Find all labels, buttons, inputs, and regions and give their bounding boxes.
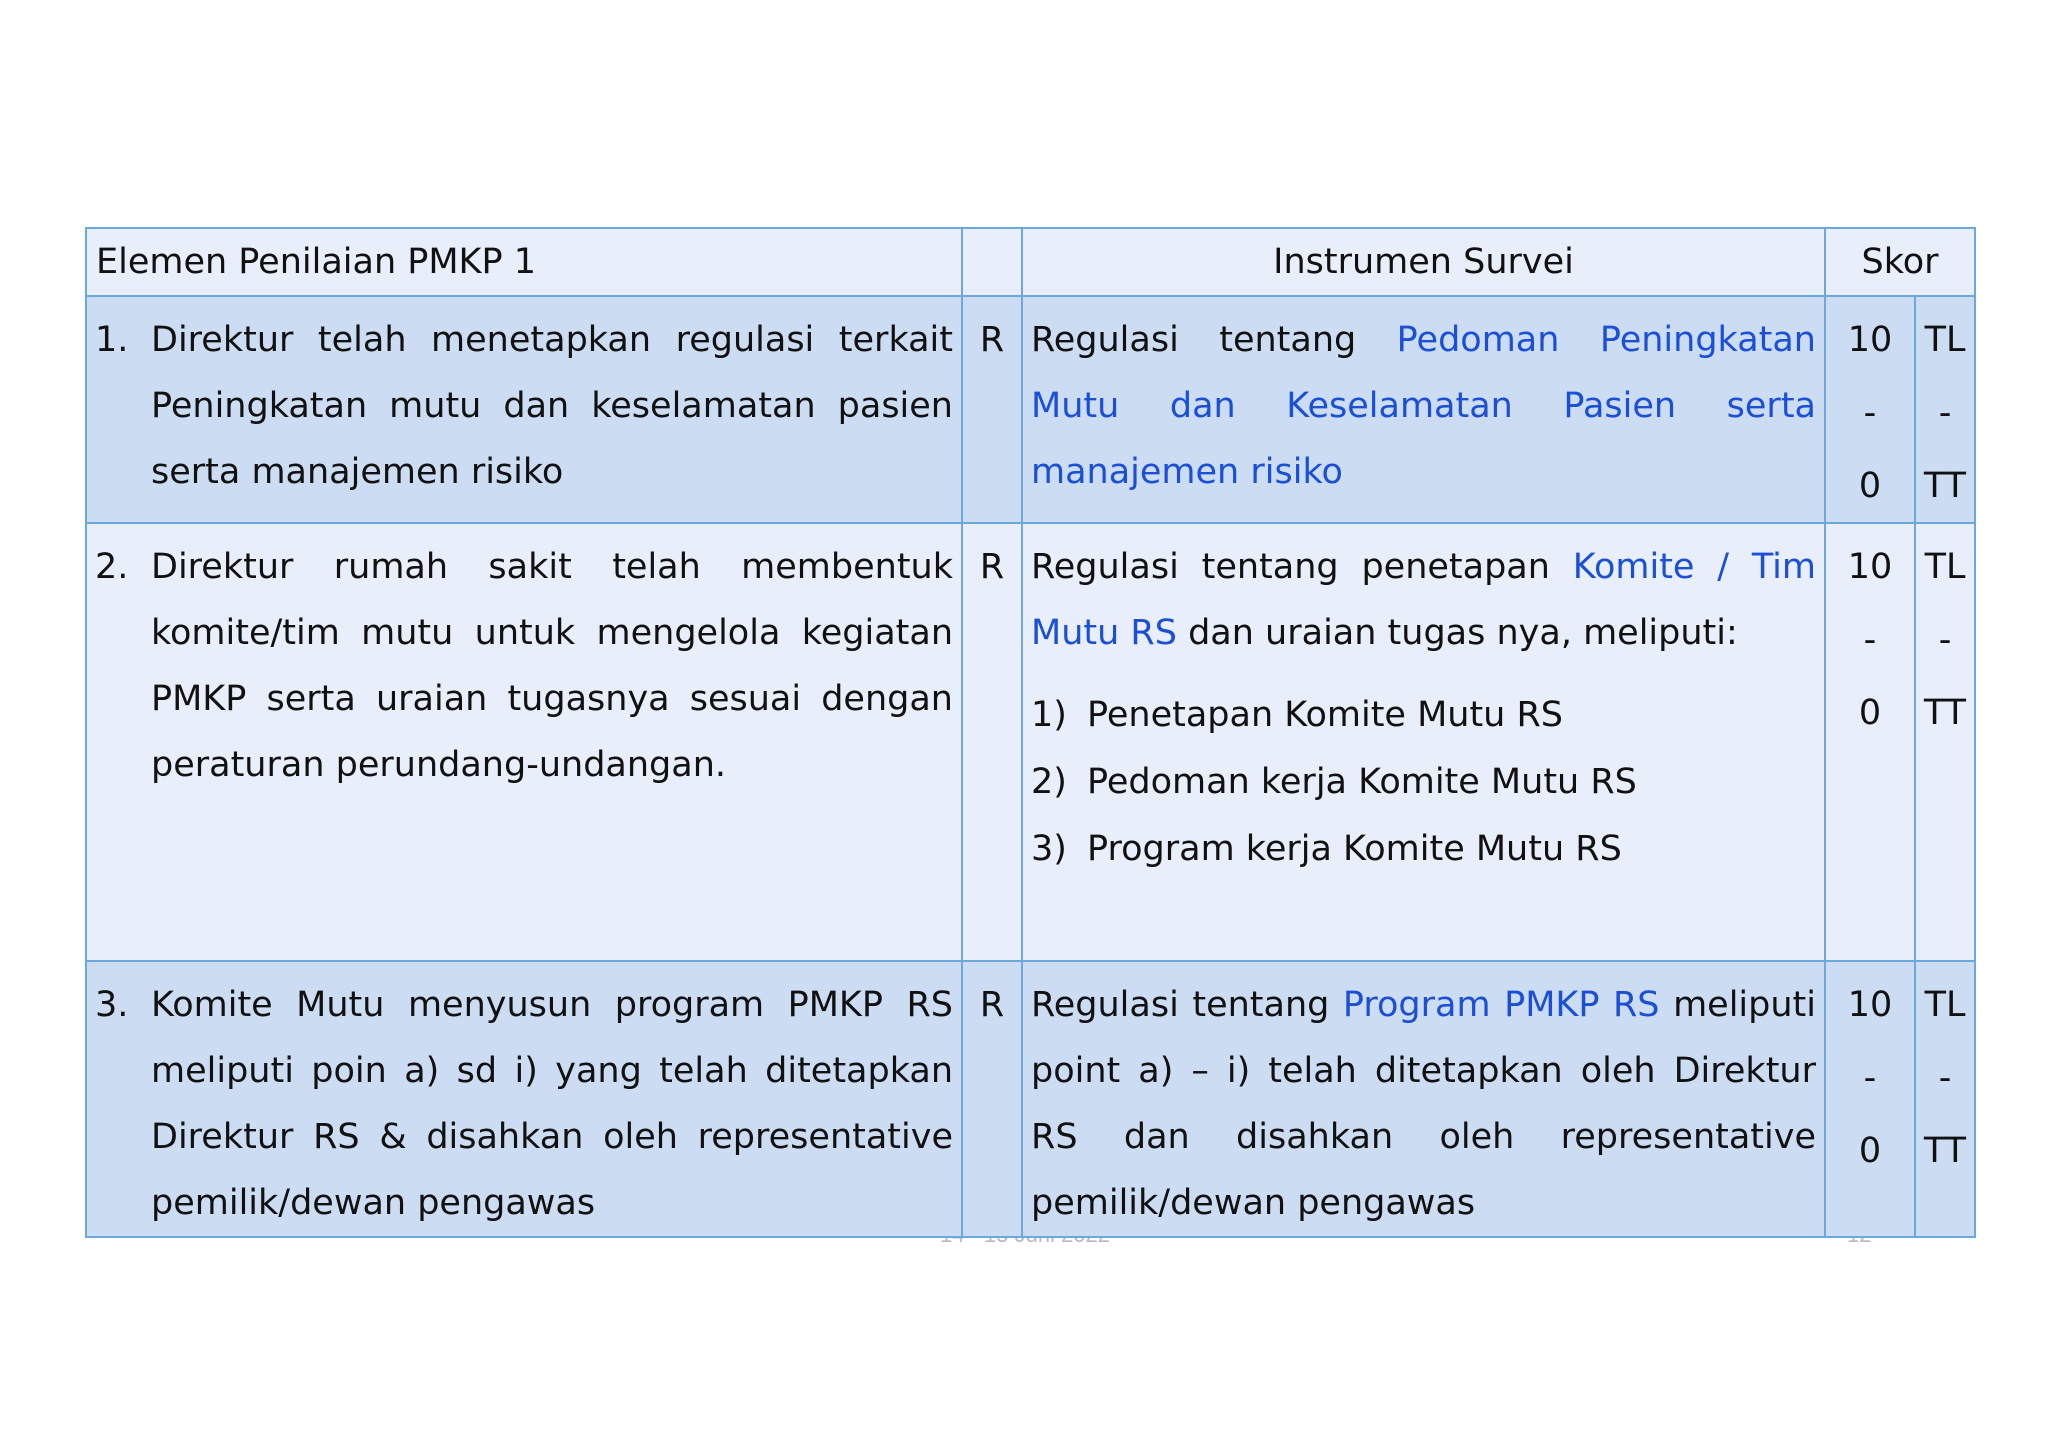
list-item-number: 3) <box>1031 829 1067 869</box>
item-number: 1. <box>95 320 129 360</box>
instrumen-cell <box>1022 961 1825 1237</box>
list-item-number: 2) <box>1031 762 1067 802</box>
list-item-text: Penetapan Komite Mutu RS <box>1087 695 1564 735</box>
list-item-text: Program kerja Komite Mutu RS <box>1087 829 1622 869</box>
skor-min: 0 <box>1858 1131 1882 1171</box>
list-item-text: Pedoman kerja Komite Mutu RS <box>1087 762 1637 802</box>
header-skor: Skor <box>1825 228 1975 296</box>
instrumen-text: Regulasi tentang <box>1031 985 1343 1025</box>
status-tt: TT <box>1923 466 1967 506</box>
header-r <box>962 228 1022 296</box>
list-item-number: 1) <box>1031 695 1067 735</box>
elemen-cell <box>86 296 962 523</box>
list-item <box>1031 749 1816 816</box>
list-item <box>1031 682 1816 749</box>
table-row <box>86 961 1975 1237</box>
item-number: 3. <box>95 985 129 1025</box>
skor-max: 10 <box>1847 985 1893 1025</box>
instrumen-suffix: dan uraian tugas nya, meliputi: <box>1176 613 1738 653</box>
r-cell: R <box>962 296 1022 523</box>
instrumen-text: Regulasi tentang penetapan <box>1031 547 1573 587</box>
skor-max: 10 <box>1847 320 1893 360</box>
table-header-row <box>86 228 1975 296</box>
skor-dash: - <box>1863 620 1877 660</box>
status-tt: TT <box>1923 693 1967 733</box>
skor-cell <box>1825 296 1915 523</box>
skor-cell <box>1825 961 1915 1237</box>
skor-min: 0 <box>1858 466 1882 506</box>
header-instrumen: Instrumen Survei <box>1022 228 1825 296</box>
instrumen-sublist <box>1031 682 1816 883</box>
status-dash: - <box>1938 620 1952 660</box>
table-row <box>86 296 1975 523</box>
skor-dash: - <box>1863 1058 1877 1098</box>
skor-cell <box>1825 523 1915 961</box>
item-number: 2. <box>95 547 129 587</box>
status-dash: - <box>1938 1058 1952 1098</box>
list-item <box>1031 816 1816 883</box>
r-cell: R <box>962 523 1022 961</box>
elemen-text: Direktur rumah sakit telah membentuk komite/tim mutu untuk mengelola kegiatan PMKP serta uraian tugasnya sesuai dengan peraturan perundang-undangan. <box>151 547 953 785</box>
r-cell: R <box>962 961 1022 1237</box>
status-cell <box>1915 523 1975 961</box>
status-cell <box>1915 296 1975 523</box>
instrumen-text: Regulasi tentang <box>1031 320 1397 360</box>
status-dash: - <box>1938 393 1952 433</box>
status-tt: TT <box>1923 1131 1967 1171</box>
skor-min: 0 <box>1858 693 1882 733</box>
instrumen-cell <box>1022 296 1825 523</box>
status-tl: TL <box>1924 320 1966 360</box>
status-cell <box>1915 961 1975 1237</box>
elemen-cell <box>86 523 962 961</box>
elemen-text: Komite Mutu menyusun program PMKP RS meliputi poin a) sd i) yang telah ditetapkan Direktur RS & disahkan oleh representative pemilik/dewan pengawas <box>151 985 953 1223</box>
skor-dash: - <box>1863 393 1877 433</box>
instrumen-suffix: meliputi point a) – i) telah ditetapkan oleh Direktur RS dan disahkan oleh representative pemilik/dewan pengawas <box>1031 985 1816 1223</box>
instrumen-highlight: Program PMKP RS <box>1342 985 1660 1025</box>
table-row <box>86 523 1975 961</box>
instrumen-highlight: Pedoman Peningkatan Mutu dan Keselamatan Pasien serta manajemen risiko <box>1031 320 1816 492</box>
elemen-text: Direktur telah menetapkan regulasi terkait Peningkatan mutu dan keselamatan pasien serta manajemen risiko <box>151 320 953 492</box>
skor-max: 10 <box>1847 547 1893 587</box>
assessment-table <box>85 227 1976 1238</box>
elemen-cell <box>86 961 962 1237</box>
header-elemen: Elemen Penilaian PMKP 1 <box>86 228 962 296</box>
status-tl: TL <box>1924 547 1966 587</box>
instrumen-highlight: Komite / Tim Mutu RS <box>1031 547 1816 653</box>
status-tl: TL <box>1924 985 1966 1025</box>
instrumen-cell <box>1022 523 1825 961</box>
